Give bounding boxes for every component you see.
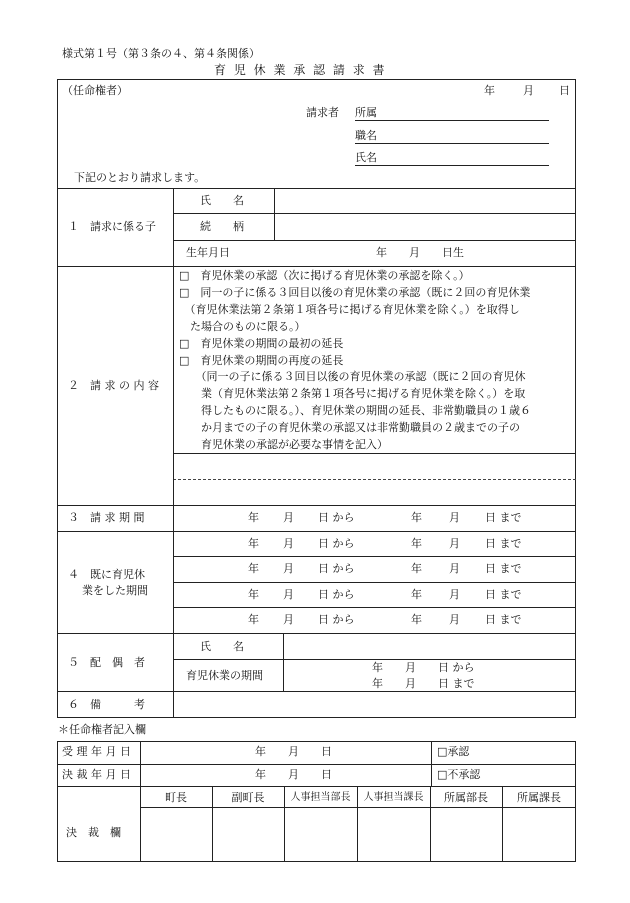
- past-leave-period-from-month: 月: [283, 537, 294, 550]
- approve-checkbox[interactable]: □承認: [437, 745, 470, 758]
- received-date-label: 受 理 年 月 日: [62, 745, 131, 758]
- spouse-name-field[interactable]: [284, 634, 575, 659]
- spouse-period-label: 育児休業の期間: [186, 669, 263, 682]
- past-leave-period-from-day: 日 から: [318, 562, 355, 575]
- request-content-line: 業（育児休業法第２条第１項各号に掲げる育児休業を除く。）を取: [179, 387, 526, 400]
- col-deputy-mayor: 副町長: [231, 791, 265, 804]
- child-relation-field[interactable]: [275, 214, 575, 240]
- disapprove-checkbox[interactable]: □不承認: [437, 768, 481, 781]
- child-birth-value: 年 月 日生: [376, 246, 464, 259]
- past-leave-period-to-year: 年: [411, 562, 422, 575]
- stamp-deputy-mayor[interactable]: [213, 808, 283, 861]
- past-leave-period-to-year: 年: [411, 588, 422, 601]
- request-period-from-day: 日 から: [318, 511, 355, 524]
- admin-heading: ＊任命権者記入欄: [58, 723, 146, 736]
- stamp-hr-director[interactable]: [285, 808, 356, 861]
- request-period-to-year: 年: [411, 511, 422, 524]
- past-leave-period-from-year: 年: [248, 613, 259, 626]
- request-content-line: 育児休業の承認が必要な事情を記入）: [179, 438, 388, 451]
- past-leave-period-to-month: 月: [449, 562, 460, 575]
- appointer-label: （任命権者）: [62, 84, 128, 97]
- section3-label: ３ 請 求 期 間: [68, 511, 145, 524]
- form-number: 様式第１号（第３条の４、第４条関係）: [62, 47, 260, 60]
- intro-text: 下記のとおり請求します。: [74, 171, 206, 184]
- section1-label: １ 請求に係る子: [68, 220, 156, 233]
- request-content-line: （同一の子に係る３回目以後の育児休業の承認（既に２回の育児休: [179, 370, 526, 383]
- past-leave-period-to-day: 日 まで: [485, 588, 522, 601]
- past-leave-period-to-day: 日 まで: [485, 613, 522, 626]
- past-leave-period-to-month: 月: [449, 588, 460, 601]
- requester-label: 請求者: [306, 106, 339, 119]
- past-leave-period-from-month: 月: [283, 562, 294, 575]
- past-leave-period-to-year: 年: [411, 613, 422, 626]
- request-content-line: （育児休業法第２条第１項各号に掲げる育児休業を除く。）を取得し: [179, 303, 520, 316]
- section2-label: ２ 請 求 の 内 容: [68, 379, 159, 392]
- past-leave-period-from-year: 年: [248, 562, 259, 575]
- approval-column-label: 決 裁 欄: [66, 826, 121, 839]
- request-content-line[interactable]: □ 同一の子に係る３回目以後の育児休業の承認（既に２回の育児休業: [179, 286, 531, 299]
- header-month: 月: [523, 84, 534, 97]
- received-date-value: 年 月 日: [255, 745, 332, 758]
- child-relation-label: 続 柄: [200, 220, 244, 233]
- past-leave-period-to-year: 年: [411, 537, 422, 550]
- decided-date-value: 年 月 日: [255, 768, 332, 781]
- section6-label: ６ 備 考: [68, 698, 145, 711]
- decided-date-label: 決 裁 年 月 日: [62, 768, 131, 781]
- name-field[interactable]: [355, 165, 549, 166]
- name-label: 氏名: [355, 151, 377, 164]
- col-dept-manager: 所属課長: [517, 791, 561, 804]
- stamp-hr-manager[interactable]: [358, 808, 429, 861]
- request-period-to-day: 日 まで: [485, 511, 522, 524]
- circumstances-field-1[interactable]: [174, 454, 575, 479]
- past-leave-period-to-month: 月: [449, 613, 460, 626]
- remarks-field[interactable]: [174, 692, 575, 717]
- affiliation-label: 所属: [355, 106, 377, 119]
- past-leave-period-to-day: 日 まで: [485, 537, 522, 550]
- col-hr-director: 人事担当部長: [290, 792, 351, 803]
- request-content-line: た場合のものに限る。）: [179, 320, 306, 333]
- header-year: 年: [484, 84, 495, 97]
- position-field[interactable]: [355, 143, 549, 144]
- past-leave-period-from-year: 年: [248, 588, 259, 601]
- request-period-to-month: 月: [449, 511, 460, 524]
- past-leave-period-from-year: 年: [248, 537, 259, 550]
- circumstances-field-2[interactable]: [174, 480, 575, 505]
- col-hr-manager: 人事担当課長: [363, 792, 424, 803]
- child-name-field[interactable]: [275, 189, 575, 213]
- request-content-line[interactable]: □ 育児休業の承認（次に掲げる育児休業の承認を除く。）: [179, 269, 470, 282]
- past-leave-period-from-day: 日 から: [318, 537, 355, 550]
- request-content-line: 得したものに限る。）、育児休業の期間の延長、非常勤職員の１歳６: [179, 404, 531, 417]
- child-name-label: 氏 名: [200, 194, 244, 207]
- stamp-dept-director[interactable]: [431, 808, 501, 861]
- header-day: 日: [559, 84, 570, 97]
- section4-label-line1: ４ 既に育児休: [68, 568, 145, 581]
- past-leave-period-to-month: 月: [449, 537, 460, 550]
- request-content-line[interactable]: □ 育児休業の期間の最初の延長: [179, 337, 344, 350]
- stamp-mayor[interactable]: [141, 808, 211, 861]
- past-leave-period-from-day: 日 から: [318, 588, 355, 601]
- spouse-period-to: 年 月 日 まで: [372, 677, 475, 690]
- past-leave-period-to-day: 日 まで: [485, 562, 522, 575]
- child-birth-label: 生年月日: [186, 246, 230, 259]
- request-content-line[interactable]: □ 育児休業の期間の再度の延長: [179, 354, 344, 367]
- request-content-line: か月までの子の育児休業の承認又は非常勤職員の２歳までの子の: [179, 421, 520, 434]
- section4-label-line2: 業をした期間: [82, 584, 148, 597]
- request-period-from-year: 年: [248, 511, 259, 524]
- past-leave-period-from-day: 日 から: [318, 613, 355, 626]
- page-title: 育 児 休 業 承 認 請 求 書: [214, 63, 387, 77]
- spouse-period-from: 年 月 日 から: [372, 661, 475, 674]
- past-leave-period-from-month: 月: [283, 613, 294, 626]
- past-leave-period-from-month: 月: [283, 588, 294, 601]
- col-dept-director: 所属部長: [444, 791, 488, 804]
- position-label: 職名: [355, 129, 377, 142]
- col-mayor: 町長: [165, 791, 187, 804]
- stamp-dept-manager[interactable]: [503, 808, 575, 861]
- section5-label: ５ 配 偶 者: [68, 656, 145, 669]
- request-period-from-month: 月: [283, 511, 294, 524]
- affiliation-field[interactable]: [355, 120, 549, 121]
- spouse-name-label: 氏 名: [200, 640, 244, 653]
